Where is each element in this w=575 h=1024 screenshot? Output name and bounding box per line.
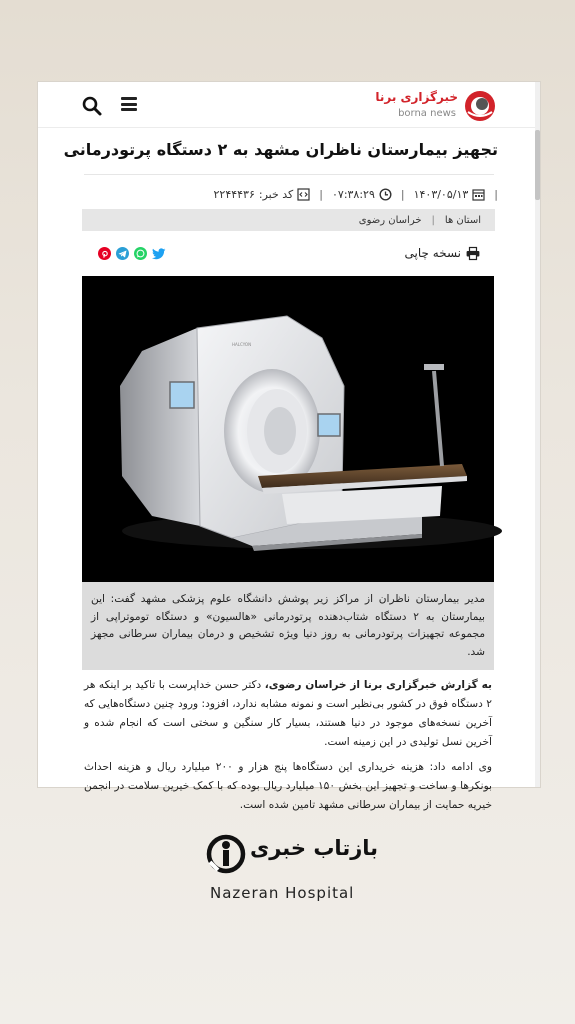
article-lead: مدیر بیمارستان ناظران از مراکز زیر پوشش دانشگاه علوم پزشکی مشهد گفت: این بیمارستان به ۲ دستگاه شتاب‌دهنده پرتودرمانی «هالسیون» و دستگاه توموتراپی از مجموعه تجهیزات پرتودرمانی به روز دنیا ویژه تشخیص و درمان بیماران سرطانی مجهز شد. bbox=[82, 582, 494, 670]
twitter-icon[interactable] bbox=[152, 247, 165, 260]
scrollbar[interactable] bbox=[535, 82, 540, 787]
nazeran-logo-icon bbox=[204, 832, 248, 876]
article-time: ۰۷:۳۸:۲۹ bbox=[332, 187, 375, 201]
news-code-value: ۲۲۴۴۴۳۶ bbox=[213, 187, 255, 201]
breadcrumb-item[interactable]: استان ها bbox=[444, 214, 481, 226]
article-photo bbox=[82, 276, 494, 582]
code-icon bbox=[297, 188, 310, 201]
article-paragraph bbox=[84, 676, 492, 752]
footer-branding bbox=[190, 830, 390, 910]
calendar-icon bbox=[472, 188, 485, 201]
share-buttons bbox=[98, 247, 165, 260]
divider bbox=[84, 174, 494, 175]
telegram-icon[interactable] bbox=[116, 247, 129, 260]
borna-logo-icon bbox=[464, 90, 496, 122]
print-label: نسخه چاپی bbox=[404, 246, 461, 260]
search-icon[interactable] bbox=[82, 96, 102, 116]
breadcrumb: استان ها | خراسان رضوی bbox=[82, 209, 495, 231]
print-button[interactable] bbox=[405, 246, 480, 260]
pinterest-icon[interactable] bbox=[98, 247, 111, 260]
clock-icon bbox=[379, 188, 392, 201]
logo-text-fa: خبرگزاری برنا bbox=[375, 90, 458, 104]
printer-icon bbox=[466, 247, 480, 260]
source-label: به گزارش خبرگزاری برنا از خراسان رضوی، bbox=[264, 679, 492, 691]
machine-label: HALCYON bbox=[232, 342, 252, 347]
whatsapp-icon[interactable] bbox=[134, 247, 147, 260]
menu-icon[interactable] bbox=[121, 97, 137, 111]
radiotherapy-machine-image bbox=[82, 276, 494, 582]
brand-title: بازتاب خبری bbox=[250, 836, 379, 860]
brand-subtitle: Nazeran Hospital bbox=[210, 884, 355, 902]
site-logo[interactable] bbox=[366, 88, 496, 124]
site-header bbox=[38, 82, 540, 128]
news-code-label: کد خبر: bbox=[258, 187, 294, 201]
breadcrumb-item[interactable]: خراسان رضوی bbox=[358, 214, 422, 226]
article-title: تجهیز بیمارستان ناظران مشهد به ۲ دستگاه پرتودرمانی bbox=[63, 140, 498, 159]
paragraph-text: دکتر حسن خداپرست با تاکید بر اینکه هر ۲ دستگاه فوق در کشور بی‌نظیر است و نمونه مشابه ندارد، افزود: ورود چنین دستگاه‌هایی که آخرین نسخه‌های موجود در دنیا هستند، بسیار کار سنگین و سختی است که انجام شده و آخرین نسل تولیدی در این زمینه است. bbox=[84, 679, 492, 748]
article-date: ۱۴۰۳/۰۵/۱۳ bbox=[413, 187, 469, 201]
article-card bbox=[38, 82, 540, 811]
article-paragraph: وی ادامه داد: هزینه خریداری این دستگاه‌ها پنج هزار و ۲۰۰ میلیارد ریال و هزینه احداث بونکرها و ساخت و تجهیز این بخش ۱۵۰ میلیارد ریال بوده که با کمک خیرین سلامت در انجمن خیریه حمایت از بیماران سرطانی مشهد تامین شده است. bbox=[84, 761, 493, 811]
article-meta: | ۱۴۰۳/۰۵/۱۳ | ۰۷:۳۸:۲۹ | کد خبر: ۲۲۴۴۴۳۶ bbox=[213, 187, 498, 201]
logo-text-en: borna news bbox=[398, 108, 456, 119]
